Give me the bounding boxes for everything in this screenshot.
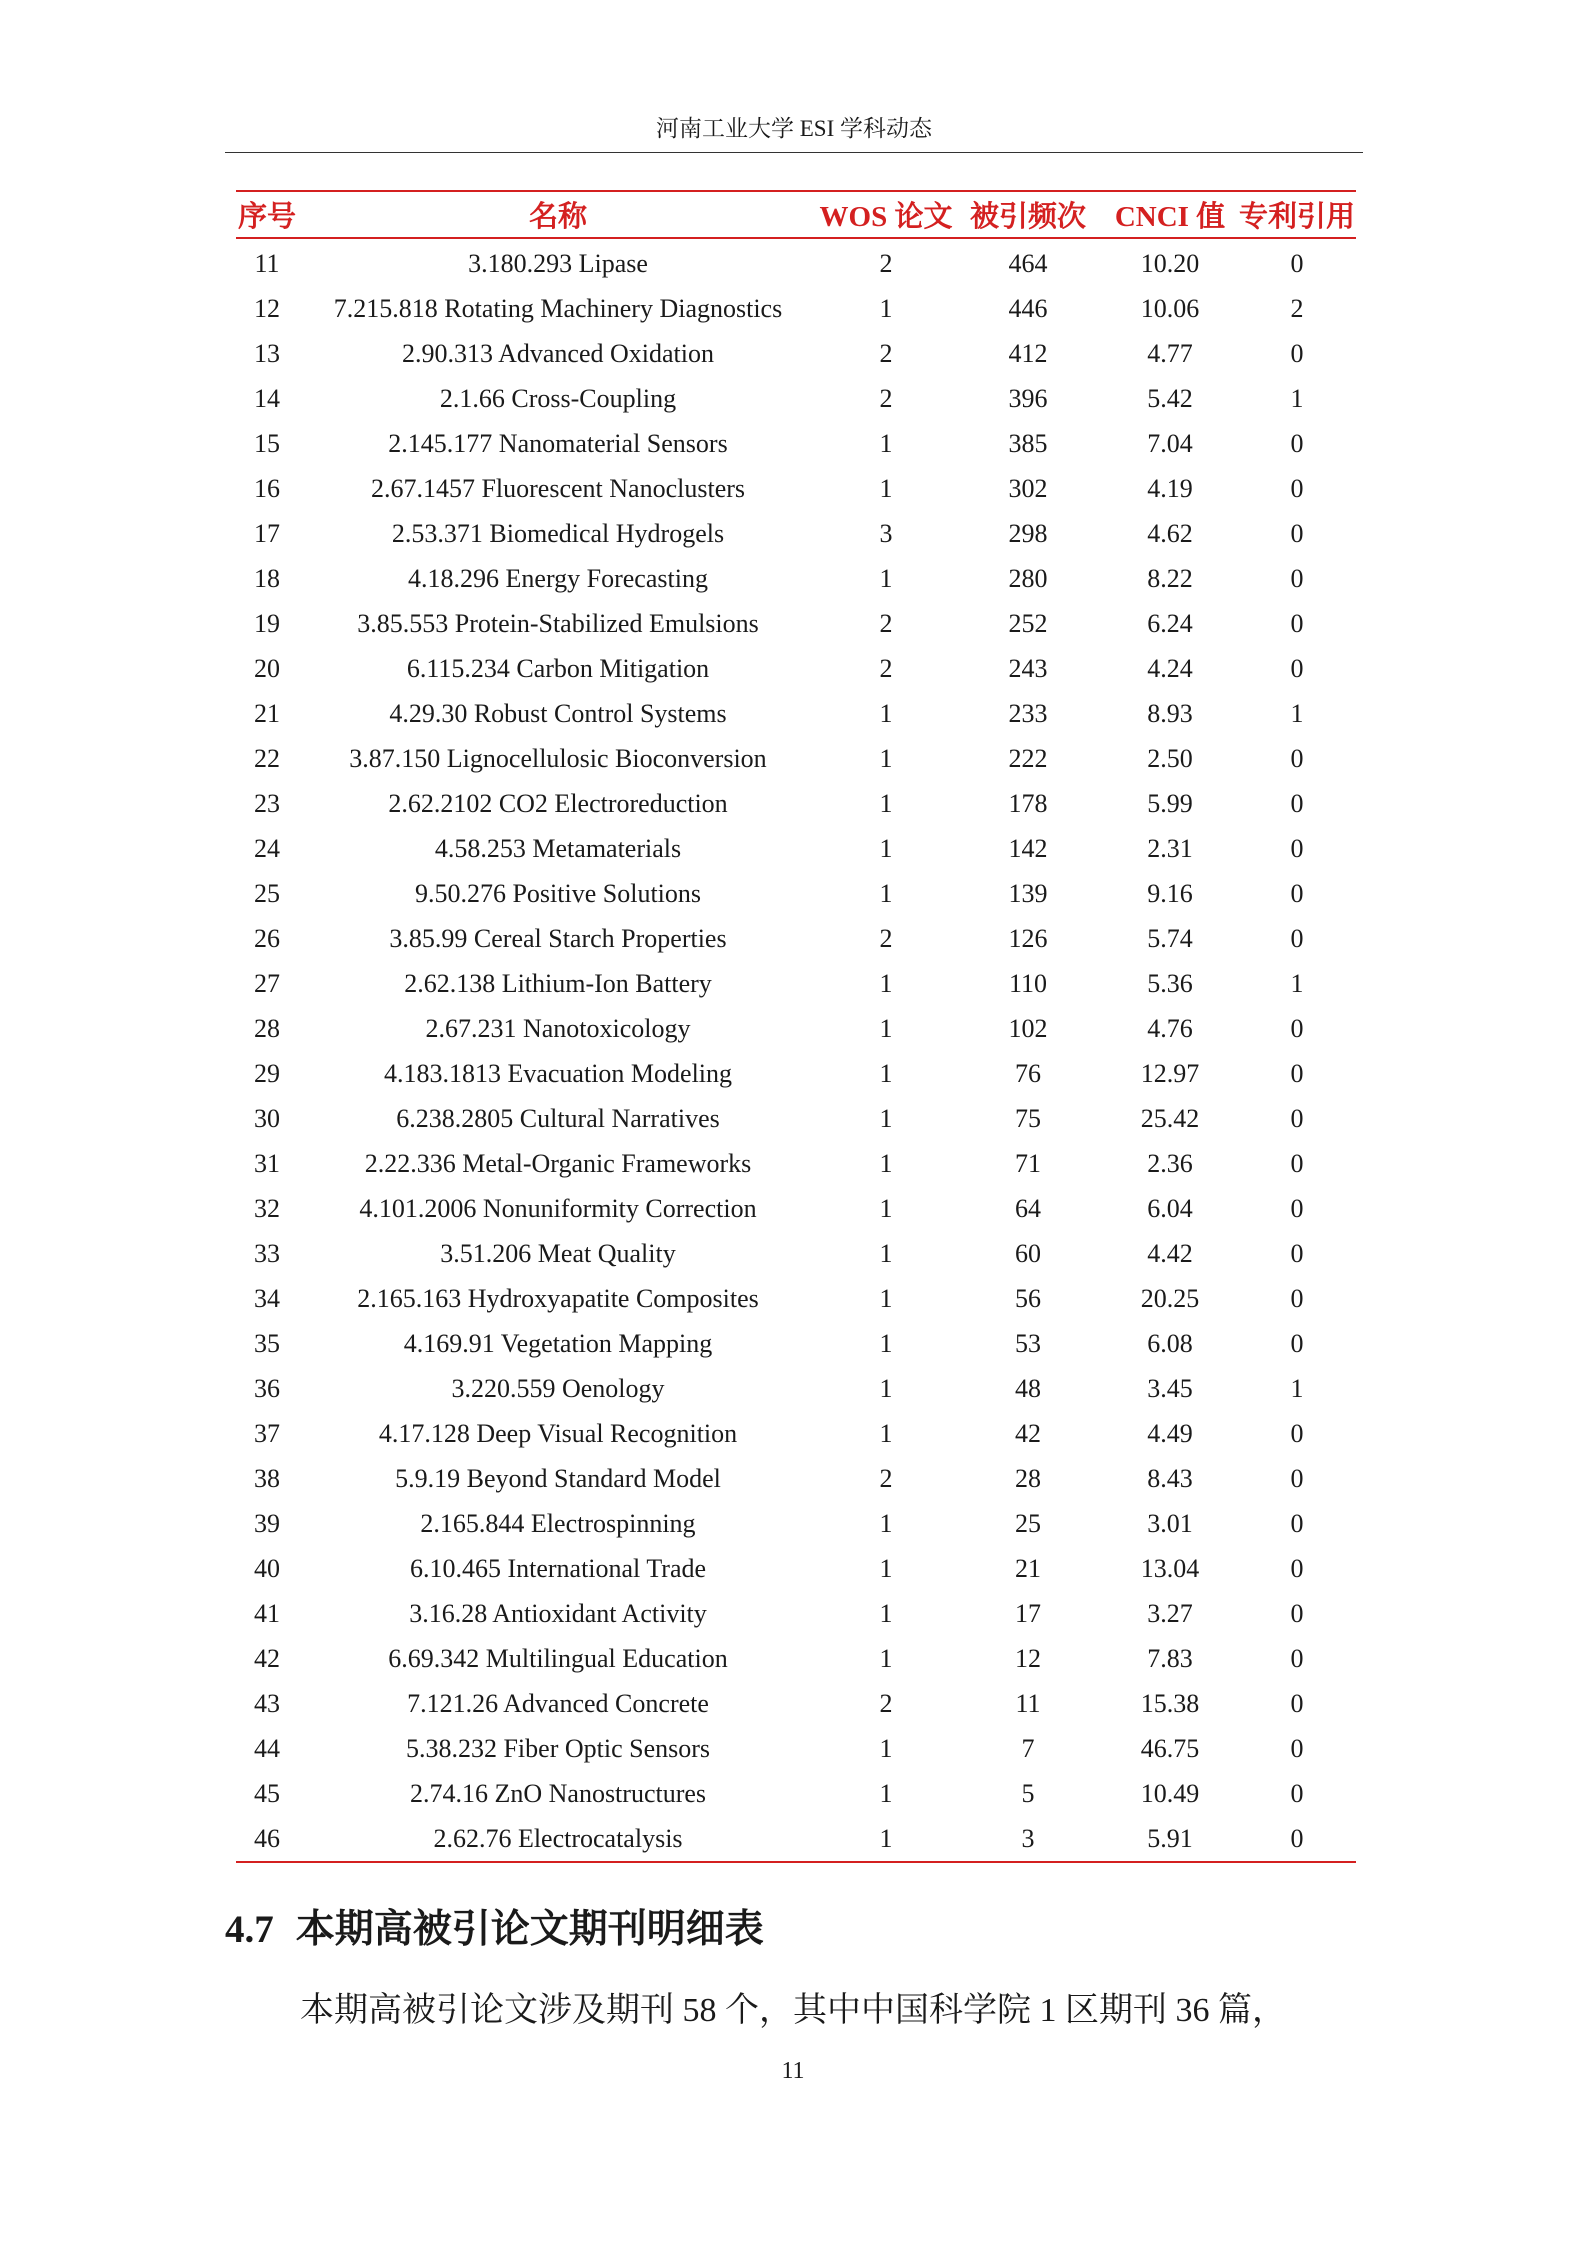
cell-citations: 25 <box>1015 1508 1041 1538</box>
section-heading <box>225 1905 764 1955</box>
cell-citations: 75 <box>1015 1103 1041 1133</box>
table-row <box>236 376 1356 421</box>
cell-citations: 48 <box>1015 1373 1041 1403</box>
col-header-citations: 被引频次 <box>954 191 1102 238</box>
table-row <box>236 556 1356 601</box>
table-row <box>236 1186 1356 1231</box>
cell-wos: 1 <box>879 1193 893 1223</box>
cell-patent: 0 <box>1290 1013 1304 1043</box>
cell-citations: 396 <box>1008 383 1048 413</box>
table-row <box>236 826 1356 871</box>
cell-cnci: 12.97 <box>1140 1058 1200 1088</box>
cell-cnci: 4.24 <box>1147 653 1193 683</box>
cell-index: 37 <box>254 1418 280 1448</box>
cell-patent: 0 <box>1290 1328 1304 1358</box>
page-number: 11 <box>781 2058 805 2084</box>
table-row <box>236 1771 1356 1816</box>
cell-patent: 1 <box>1290 698 1304 728</box>
col-header-name: 名称 <box>298 191 818 238</box>
cell-citations: 12 <box>1015 1643 1041 1673</box>
cell-patent: 1 <box>1290 968 1304 998</box>
cell-wos: 1 <box>879 743 893 773</box>
cell-index: 19 <box>254 608 280 638</box>
cell-name: 6.10.465 International Trade <box>409 1553 707 1583</box>
cell-wos: 2 <box>879 1463 893 1493</box>
cell-index: 46 <box>236 1816 298 1862</box>
cell-citations: 280 <box>1008 563 1048 593</box>
cell-citations: 110 <box>1008 968 1048 998</box>
cell-index: 41 <box>254 1598 280 1628</box>
cell-patent: 0 <box>1290 1418 1304 1448</box>
cell-name: 5.38.232 Fiber Optic Sensors <box>405 1733 711 1763</box>
cell-index: 44 <box>254 1733 280 1763</box>
cell-index: 20 <box>254 653 280 683</box>
table-row <box>236 781 1356 826</box>
cell-patent: 0 <box>1290 248 1304 278</box>
cell-index: 16 <box>254 473 280 503</box>
cell-wos: 1 <box>879 788 893 818</box>
cell-wos: 1 <box>879 1148 893 1178</box>
cell-wos: 1 <box>818 1816 954 1862</box>
cell-cnci: 2.50 <box>1147 743 1193 773</box>
cell-index: 43 <box>254 1688 280 1718</box>
table-row <box>236 1501 1356 1546</box>
cell-patent: 0 <box>1290 743 1304 773</box>
cell-citations: 17 <box>1015 1598 1041 1628</box>
cell-cnci: 4.77 <box>1147 338 1193 368</box>
cell-index: 21 <box>254 698 280 728</box>
table-row <box>236 691 1356 736</box>
cell-cnci: 4.42 <box>1147 1238 1193 1268</box>
cell-index: 30 <box>254 1103 280 1133</box>
cell-citations: 3 <box>954 1816 1102 1862</box>
cell-cnci: 10.49 <box>1140 1778 1200 1808</box>
cell-patent: 0 <box>1290 653 1304 683</box>
cell-patent: 0 <box>1290 1643 1304 1673</box>
cell-citations: 243 <box>1008 653 1048 683</box>
table-row <box>236 646 1356 691</box>
cell-cnci: 5.74 <box>1147 923 1193 953</box>
cell-index: 29 <box>254 1058 280 1088</box>
table-row <box>236 331 1356 376</box>
cell-name: 3.16.28 Antioxidant Activity <box>409 1598 707 1628</box>
cell-wos: 1 <box>879 1373 893 1403</box>
cell-wos: 1 <box>879 1508 893 1538</box>
cell-cnci: 8.22 <box>1147 563 1193 593</box>
cell-cnci: 5.42 <box>1147 383 1193 413</box>
table-row <box>236 1591 1356 1636</box>
cell-wos: 1 <box>879 1778 893 1808</box>
cell-wos: 1 <box>879 473 893 503</box>
cell-index: 14 <box>254 383 280 413</box>
cell-citations: 71 <box>1015 1148 1041 1178</box>
cell-citations: 53 <box>1015 1328 1041 1358</box>
cell-cnci: 4.76 <box>1147 1013 1193 1043</box>
running-header: 河南工业大学 ESI 学科动态 <box>656 116 932 141</box>
cell-wos: 2 <box>879 338 893 368</box>
cell-name: 2.22.336 Metal-Organic Frameworks <box>364 1148 752 1178</box>
table-row <box>236 1636 1356 1681</box>
cell-wos: 1 <box>879 1238 893 1268</box>
table-row <box>236 1321 1356 1366</box>
cell-index: 12 <box>254 293 280 323</box>
cell-patent: 0 <box>1290 428 1304 458</box>
cell-wos: 1 <box>879 1598 893 1628</box>
cell-citations: 76 <box>1015 1058 1041 1088</box>
cell-name: 6.69.342 Multilingual Education <box>388 1643 728 1673</box>
cell-wos: 1 <box>879 1058 893 1088</box>
subject-table <box>236 190 1356 1863</box>
cell-index: 42 <box>254 1643 280 1673</box>
cell-name: 2.165.844 Electrospinning <box>420 1508 696 1538</box>
cell-patent: 0 <box>1290 1688 1304 1718</box>
col-header-index: 序号 <box>236 191 298 238</box>
table-row <box>236 916 1356 961</box>
cell-citations: 446 <box>1008 293 1048 323</box>
cell-patent: 0 <box>1290 1058 1304 1088</box>
cell-name: 2.62.138 Lithium-Ion Battery <box>404 968 712 998</box>
cell-cnci: 13.04 <box>1140 1553 1200 1583</box>
cell-index: 18 <box>254 563 280 593</box>
table-row <box>236 286 1356 331</box>
table-row <box>236 1456 1356 1501</box>
cell-index: 38 <box>254 1463 280 1493</box>
cell-name: 4.101.2006 Nonuniformity Correction <box>359 1193 757 1223</box>
cell-citations: 28 <box>1015 1463 1041 1493</box>
cell-citations: 60 <box>1015 1238 1041 1268</box>
cell-citations: 252 <box>1008 608 1048 638</box>
cell-index: 33 <box>254 1238 280 1268</box>
table-row <box>236 1276 1356 1321</box>
cell-wos: 1 <box>879 968 893 998</box>
cell-cnci: 10.20 <box>1140 248 1200 278</box>
header-rule <box>225 152 1363 153</box>
cell-patent: 0 <box>1290 1193 1304 1223</box>
cell-patent: 0 <box>1290 923 1304 953</box>
cell-patent: 0 <box>1290 338 1304 368</box>
cell-cnci: 46.75 <box>1140 1733 1200 1763</box>
cell-name: 9.50.276 Positive Solutions <box>414 878 702 908</box>
cell-name: 4.183.1813 Evacuation Modeling <box>383 1058 733 1088</box>
cell-index: 35 <box>254 1328 280 1358</box>
cell-patent: 0 <box>1290 1148 1304 1178</box>
table-row <box>236 466 1356 511</box>
table-row <box>236 1006 1356 1051</box>
cell-index: 31 <box>254 1148 280 1178</box>
cell-index: 17 <box>254 518 280 548</box>
cell-name: 6.238.2805 Cultural Narratives <box>396 1103 720 1133</box>
cell-cnci: 5.99 <box>1147 788 1193 818</box>
section-number: 4.7 <box>225 1908 274 1951</box>
cell-cnci: 2.31 <box>1147 833 1193 863</box>
cell-cnci: 20.25 <box>1140 1283 1200 1313</box>
cell-patent: 0 <box>1290 608 1304 638</box>
cell-index: 24 <box>254 833 280 863</box>
cell-citations: 302 <box>1008 473 1048 503</box>
cell-wos: 1 <box>879 293 893 323</box>
table-row <box>236 1366 1356 1411</box>
cell-citations: 222 <box>1008 743 1048 773</box>
cell-citations: 412 <box>1008 338 1048 368</box>
cell-citations: 5 <box>1021 1778 1035 1808</box>
col-header-cnci: CNCI 值 <box>1102 191 1238 238</box>
cell-citations: 102 <box>1008 1013 1048 1043</box>
cell-citations: 142 <box>1008 833 1048 863</box>
cell-patent: 0 <box>1290 563 1304 593</box>
cell-name: 4.29.30 Robust Control Systems <box>389 698 727 728</box>
cell-citations: 42 <box>1015 1418 1041 1448</box>
cell-name: 2.62.2102 CO2 Electroreduction <box>388 788 728 818</box>
cell-wos: 1 <box>879 1328 893 1358</box>
cell-wos: 1 <box>879 1418 893 1448</box>
cell-wos: 2 <box>879 248 893 278</box>
cell-wos: 1 <box>879 1553 893 1583</box>
cell-citations: 11 <box>1015 1688 1041 1718</box>
table-row <box>236 1546 1356 1591</box>
cell-wos: 1 <box>879 428 893 458</box>
cell-citations: 56 <box>1015 1283 1041 1313</box>
cell-name: 2.165.163 Hydroxyapatite Composites <box>357 1283 759 1313</box>
cell-wos: 1 <box>879 1103 893 1133</box>
cell-wos: 1 <box>879 833 893 863</box>
cell-patent: 0 <box>1290 1508 1304 1538</box>
cell-name: 4.17.128 Deep Visual Recognition <box>378 1418 738 1448</box>
cell-wos: 2 <box>879 653 893 683</box>
table-row <box>236 1051 1356 1096</box>
cell-name: 7.215.818 Rotating Machinery Diagnostics <box>333 293 783 323</box>
cell-patent: 0 <box>1290 788 1304 818</box>
cell-patent: 1 <box>1290 1373 1304 1403</box>
cell-citations: 139 <box>1008 878 1048 908</box>
section-title: 本期高被引论文期刊明细表 <box>295 1907 764 1952</box>
cell-name: 2.67.1457 Fluorescent Nanoclusters <box>370 473 746 503</box>
cell-wos: 1 <box>879 1013 893 1043</box>
cell-patent: 0 <box>1290 1778 1304 1808</box>
table-row <box>236 421 1356 466</box>
cell-wos: 2 <box>879 383 893 413</box>
cell-cnci: 3.45 <box>1147 1373 1193 1403</box>
cell-citations: 21 <box>1015 1553 1041 1583</box>
cell-cnci: 3.01 <box>1147 1508 1193 1538</box>
cell-name: 2.53.371 Biomedical Hydrogels <box>391 518 725 548</box>
cell-cnci: 15.38 <box>1140 1688 1200 1718</box>
cell-cnci: 7.04 <box>1147 428 1193 458</box>
cell-patent: 0 <box>1290 518 1304 548</box>
table-body <box>236 238 1356 1862</box>
cell-patent: 0 <box>1290 1598 1304 1628</box>
table-header <box>236 191 1356 238</box>
table-row <box>236 511 1356 556</box>
cell-name: 4.169.91 Vegetation Mapping <box>403 1328 713 1358</box>
cell-index: 25 <box>254 878 280 908</box>
cell-wos: 1 <box>879 1733 893 1763</box>
cell-citations: 385 <box>1008 428 1048 458</box>
cell-name: 7.121.26 Advanced Concrete <box>407 1688 709 1718</box>
table-row <box>236 601 1356 646</box>
cell-name: 3.85.553 Protein-Stabilized Emulsions <box>357 608 759 638</box>
cell-patent: 0 <box>1290 1238 1304 1268</box>
cell-name: 3.87.150 Lignocellulosic Bioconversion <box>349 743 767 773</box>
cell-citations: 233 <box>1008 698 1048 728</box>
cell-index: 27 <box>254 968 280 998</box>
cell-wos: 1 <box>879 1643 893 1673</box>
cell-cnci: 10.06 <box>1140 293 1200 323</box>
cell-index: 28 <box>254 1013 280 1043</box>
cell-cnci: 5.36 <box>1147 968 1193 998</box>
table-row <box>236 736 1356 781</box>
cell-cnci: 4.62 <box>1147 518 1193 548</box>
cell-cnci: 8.93 <box>1147 698 1193 728</box>
cell-index: 11 <box>254 248 280 278</box>
cell-citations: 464 <box>1008 248 1048 278</box>
cell-name: 2.62.76 Electrocatalysis <box>298 1816 818 1862</box>
table-row <box>236 961 1356 1006</box>
cell-wos: 1 <box>879 1283 893 1313</box>
cell-name: 4.18.296 Energy Forecasting <box>408 563 708 593</box>
cell-index: 13 <box>254 338 280 368</box>
cell-wos: 2 <box>879 608 893 638</box>
cell-patent: 0 <box>1290 833 1304 863</box>
cell-cnci: 5.91 <box>1102 1816 1238 1862</box>
cell-wos: 3 <box>879 518 893 548</box>
table-row <box>236 1231 1356 1276</box>
cell-wos: 2 <box>879 923 893 953</box>
cell-index: 26 <box>254 923 280 953</box>
table-header-row <box>236 191 1356 238</box>
cell-patent: 0 <box>1290 878 1304 908</box>
cell-patent: 0 <box>1290 1283 1304 1313</box>
cell-patent: 0 <box>1290 1733 1304 1763</box>
table-row <box>236 1816 1356 1862</box>
cell-cnci: 4.49 <box>1147 1418 1193 1448</box>
col-header-wos: WOS 论文 <box>818 191 954 238</box>
cell-citations: 126 <box>1008 923 1048 953</box>
table-row <box>236 1096 1356 1141</box>
cell-patent: 0 <box>1290 1553 1304 1583</box>
cell-wos: 1 <box>879 878 893 908</box>
cell-cnci: 9.16 <box>1147 878 1193 908</box>
body-paragraph: 本期高被引论文涉及期刊 58 个，其中中国科学院 1 区期刊 36 篇， <box>300 1992 1286 2029</box>
table-row <box>236 1726 1356 1771</box>
table-row <box>236 1411 1356 1456</box>
cell-name: 6.115.234 Carbon Mitigation <box>406 653 710 683</box>
cell-name: 2.90.313 Advanced Oxidation <box>402 338 714 368</box>
cell-index: 34 <box>254 1283 280 1313</box>
col-header-patent: 专利引用 <box>1238 191 1356 238</box>
cell-citations: 7 <box>1021 1733 1035 1763</box>
cell-wos: 2 <box>879 1688 893 1718</box>
cell-patent: 2 <box>1290 293 1304 323</box>
cell-name: 2.145.177 Nanomaterial Sensors <box>388 428 728 458</box>
cell-cnci: 6.08 <box>1147 1328 1193 1358</box>
table-row <box>236 1141 1356 1186</box>
cell-citations: 178 <box>1008 788 1048 818</box>
cell-name: 4.58.253 Metamaterials <box>434 833 682 863</box>
table-row <box>236 238 1356 286</box>
cell-cnci: 6.24 <box>1147 608 1193 638</box>
cell-citations: 64 <box>1015 1193 1041 1223</box>
cell-index: 15 <box>254 428 280 458</box>
cell-name: 3.85.99 Cereal Starch Properties <box>389 923 727 953</box>
cell-name: 5.9.19 Beyond Standard Model <box>395 1463 721 1493</box>
cell-name: 3.220.559 Oenology <box>451 1373 665 1403</box>
cell-patent: 0 <box>1290 473 1304 503</box>
cell-cnci: 2.36 <box>1147 1148 1193 1178</box>
cell-cnci: 3.27 <box>1147 1598 1193 1628</box>
cell-index: 23 <box>254 788 280 818</box>
cell-patent: 0 <box>1290 1103 1304 1133</box>
cell-index: 36 <box>254 1373 280 1403</box>
cell-index: 45 <box>254 1778 280 1808</box>
table-row <box>236 871 1356 916</box>
cell-cnci: 4.19 <box>1147 473 1193 503</box>
cell-name: 3.180.293 Lipase <box>468 248 648 278</box>
cell-name: 2.67.231 Nanotoxicology <box>425 1013 691 1043</box>
cell-index: 39 <box>254 1508 280 1538</box>
cell-index: 22 <box>254 743 280 773</box>
cell-index: 40 <box>254 1553 280 1583</box>
cell-cnci: 8.43 <box>1147 1463 1193 1493</box>
cell-index: 32 <box>254 1193 280 1223</box>
table-row <box>236 1681 1356 1726</box>
cell-cnci: 7.83 <box>1147 1643 1193 1673</box>
cell-wos: 1 <box>879 563 893 593</box>
cell-name: 3.51.206 Meat Quality <box>440 1238 676 1268</box>
cell-patent: 1 <box>1290 383 1304 413</box>
cell-patent: 0 <box>1290 1463 1304 1493</box>
cell-patent: 0 <box>1238 1816 1356 1862</box>
cell-cnci: 6.04 <box>1147 1193 1193 1223</box>
cell-name: 2.74.16 ZnO Nanostructures <box>409 1778 707 1808</box>
cell-cnci: 25.42 <box>1140 1103 1200 1133</box>
cell-wos: 1 <box>879 698 893 728</box>
cell-citations: 298 <box>1008 518 1048 548</box>
cell-name: 2.1.66 Cross-Coupling <box>439 383 677 413</box>
